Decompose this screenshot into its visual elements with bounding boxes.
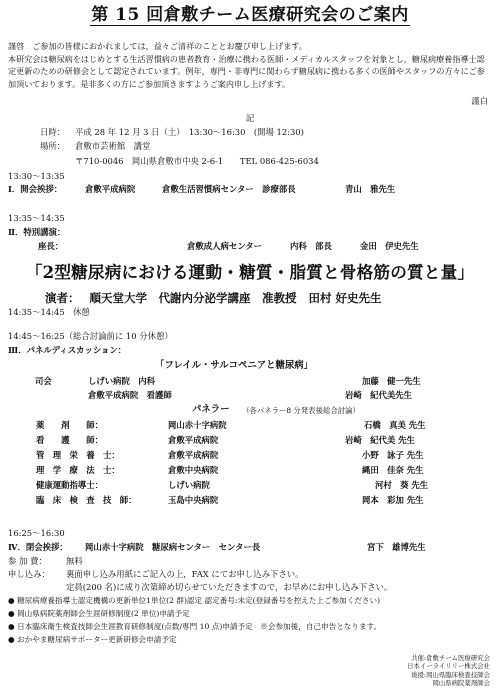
speaker-label: 演者： <box>45 291 80 305</box>
intro-body: 本研究会は糖尿病をはじめとする生活習慣病の患者教育・治療に携わる医師・メディカルスタッフを対象とし，糖尿病療養指導士認定更新のための研修会として認定されています。例年，専門・非専門に関わらず糖尿病に携わる多くの医師やスタッフの方々にご参加頂いております。是非多くの方にご参加頂きますようご案内申し上げます。 <box>8 53 485 89</box>
intro-paragraph <box>8 40 492 90</box>
session1-label: Ⅰ．開会挨拶： <box>8 184 63 194</box>
credit-item: ● 糖尿病療養指導士認定機構の更新単位1単位(2 群)認定 認定番号:未定(登録番号を控えた上ご参加ください) <box>8 596 381 605</box>
panelist-heading: パネラー <box>192 404 230 415</box>
panelist-4-name: 縄田 佳奈 先生 <box>362 465 424 475</box>
organizer-line: 共催:倉敷チーム医療研究会 <box>411 654 490 662</box>
session4-label: Ⅳ．閉会挨拶： <box>8 542 68 552</box>
title-underline <box>90 25 410 26</box>
moderator-1-name: 加藤 健一先生 <box>362 376 421 386</box>
place-label: 場所： <box>40 141 66 151</box>
speaker-line <box>45 291 382 307</box>
chair-role: 内科 部長 <box>290 241 332 251</box>
panelist-note: （各パネラー8 分発表後総合討論） <box>242 406 360 415</box>
bullet-icon: ● <box>8 635 15 644</box>
chair-name: 金田 伊史先生 <box>360 241 419 251</box>
lecture-title: 「2型糖尿病における運動・糖質・脂質と骨格筋の質と量」 <box>25 262 475 282</box>
chair-org: 倉敷成人病センター <box>187 241 263 251</box>
panelist-3-role: 管 理 栄 養 士： <box>36 450 120 460</box>
venue-address: 〒710-0046 岡山県倉敷市中央 2-6-1 TEL 086-425-6034 <box>75 156 319 166</box>
organizer-line: 後援:岡山県臨床検査技師会 <box>411 670 490 679</box>
apply-label: 申し込み： <box>8 569 50 579</box>
speaker-name: 田村 好史先生 <box>308 291 382 305</box>
panelist-3-org: 倉敷平成病院 <box>168 450 219 460</box>
panelist-4-org: 倉敷中央病院 <box>168 465 219 475</box>
panelist-5-name: 河村 葵 先生 <box>375 480 429 490</box>
panel-theme: 「フレイル・サルコペニアと糖尿病」 <box>155 360 314 371</box>
bullet-icon: ● <box>8 609 15 618</box>
credit-item: ● おかやま糖尿病サポーター更新研修会申請予定 <box>8 635 177 644</box>
credit-item: ● 岡山県病院薬剤師会生涯研修制度(2 単位)申請予定 <box>8 609 190 618</box>
session4-speaker: 宮下 雄博先生 <box>367 542 426 552</box>
apply-line-2: 定員(200 名)に成り次第締め切らせていただきますので，お早めにお申し込み下さい。 <box>66 582 393 592</box>
bullet-icon: ● <box>8 596 15 605</box>
moderator-label: 司会 <box>35 376 52 386</box>
intro-greeting: 謹啓 ご参加の皆様におかれましては，益々ご清祥のこととお慶び申し上げます。 <box>8 41 307 51</box>
date-label: 日時： <box>40 127 66 137</box>
session1-speaker: 青山 雅先生 <box>345 184 396 194</box>
panelist-2-role: 看 護 師： <box>36 435 103 445</box>
date-value: 平成 28 年 12 月 3 日（土） 13:30～16:30 (開場 12:30) <box>75 127 304 137</box>
apply-line-1: 裏面申し込み用紙にご記入の上，FAX にてお申し込み下さい。 <box>66 569 304 579</box>
break-time: 14:35～14:45 休憩 <box>8 307 90 317</box>
chair-label: 座長： <box>38 241 64 251</box>
panelist-2-org: 倉敷平成病院 <box>168 435 219 445</box>
session2-time: 13:35～14:35 <box>8 213 65 223</box>
bullet-icon: ● <box>8 622 15 631</box>
moderator-2-org: 倉敷平成病院 看護師 <box>88 390 172 400</box>
intro-closing: 謹白 <box>471 96 488 106</box>
notice-heading: 記 <box>245 113 255 123</box>
moderator-2-name: 岩崎 紀代美先生 <box>345 390 412 400</box>
panelist-5-role: 健康運動指導士： <box>36 480 103 490</box>
moderator-1-org: しげい病院 内科 <box>88 376 155 386</box>
organizer-line: 日本イーライリリー株式会社 <box>407 662 490 671</box>
panelist-6-org: 玉島中央病院 <box>168 495 219 505</box>
panelist-1-name: 石橋 真美 先生 <box>364 420 426 430</box>
session3-label: Ⅲ．パネルディスカッション： <box>8 345 127 355</box>
session1-dept: 倉敷生活習慣病センター 診療部長 <box>162 184 296 194</box>
page-title: 第 15 回倉敷チーム医療研究会のご案内 <box>91 5 409 25</box>
panelist-6-role: 臨 床 検 査 技 師： <box>36 495 137 505</box>
panelist-6-name: 岡本 彩加 先生 <box>362 495 424 505</box>
panelist-5-org: しげい病院 <box>168 480 210 490</box>
place-value: 倉敷市芸術館 講堂 <box>75 141 151 151</box>
speaker-org: 順天堂大学 代謝内分泌学講座 准教授 <box>89 291 297 305</box>
panelist-1-org: 岡山赤十字病院 <box>168 420 227 430</box>
session1-org: 倉敷平成病院 <box>85 184 136 194</box>
session1-time: 13:30～13:35 <box>8 171 65 181</box>
panelist-2-name: 岩崎 紀代美 先生 <box>345 435 415 445</box>
session4-org: 岡山赤十字病院 糖尿病センター センター長 <box>85 542 261 552</box>
panelist-1-role: 薬 剤 師： <box>36 420 103 430</box>
panelist-3-name: 小野 詠子 先生 <box>362 450 424 460</box>
session4-time: 16:25～16:30 <box>8 528 65 538</box>
fee-value: 無料 <box>66 556 83 566</box>
session3-time: 14:45～16:25（総合討論前に 10 分休憩） <box>8 331 173 341</box>
session2-label: Ⅱ．特別講演： <box>8 227 66 237</box>
organizer-block <box>407 654 490 687</box>
organizer-line: 岡山県病院薬剤師会 <box>432 678 490 687</box>
panelist-4-role: 理 学 療 法 士： <box>36 465 120 475</box>
credit-item: ● 日本臨床衛生検査技師会生涯教育研修制度(点数/専門 10 点)申請予定 ※会参加後，自己申告となります。 <box>8 622 382 631</box>
fee-label: 参 加 費： <box>8 556 47 566</box>
